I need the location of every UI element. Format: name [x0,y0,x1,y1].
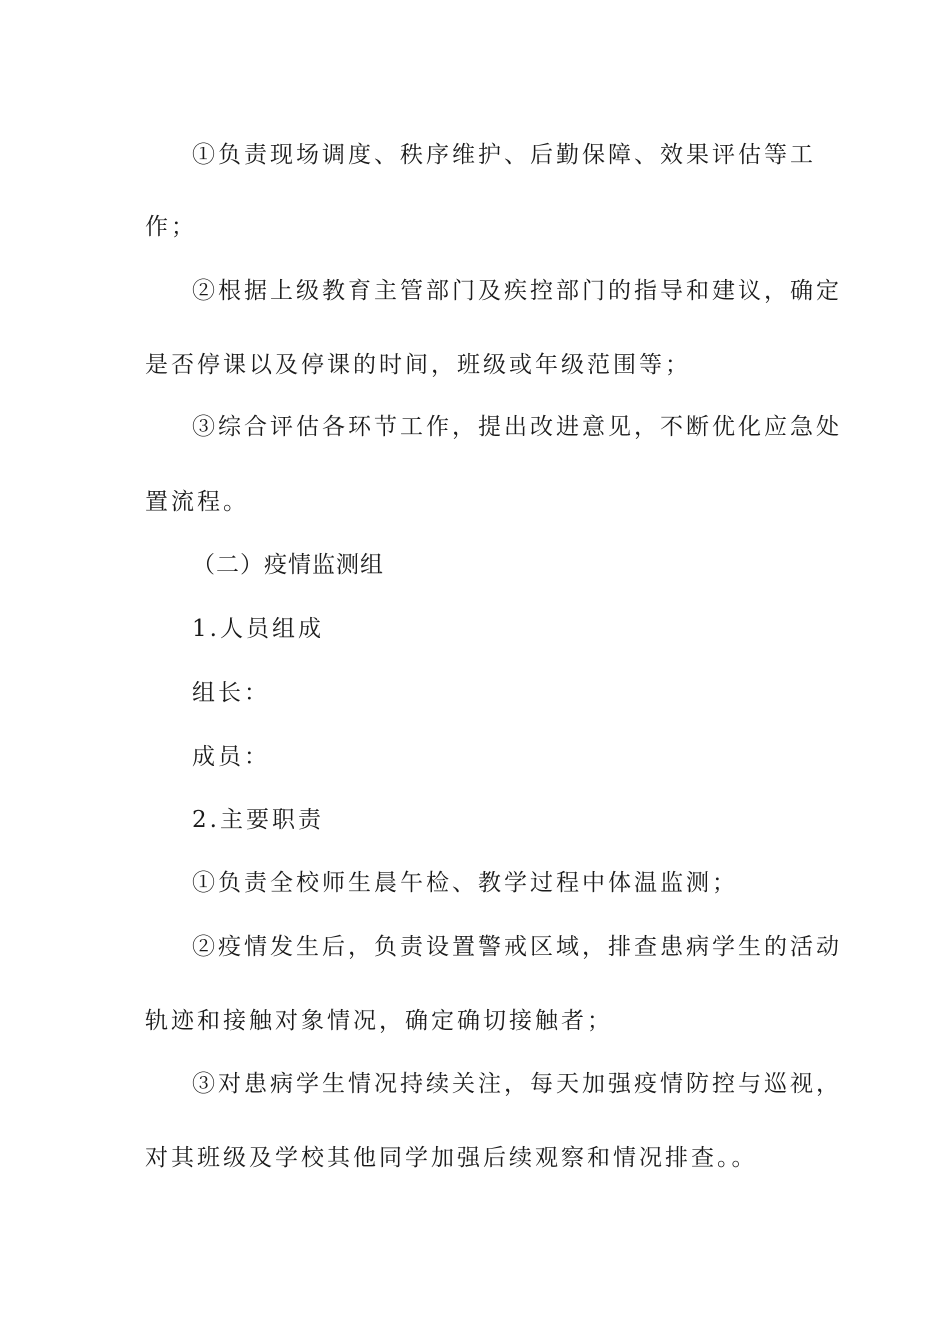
paragraph-line: ②疫情发生后，负责设置警戒区域，排查患病学生的活动 [192,934,842,960]
paragraph-line: 是否停课以及停课的时间，班级或年级范围等； [145,352,691,378]
section-heading: （二）疫情监测组 [192,552,384,578]
paragraph-line: 置流程。 [145,489,249,515]
paragraph-line: 轨迹和接触对象情况，确定确切接触者； [145,1008,613,1034]
paragraph-line: ①负责现场调度、秩序维护、后勤保障、效果评估等工 [192,142,816,168]
paragraph-line: ③对患病学生情况持续关注，每天加强疫情防控与巡视， [192,1071,842,1097]
paragraph-line: 对其班级及学校其他同学加强后续观察和情况排查。。 [145,1145,758,1171]
field-label-members: 成员： [192,744,270,770]
subsection-heading: 1.人员组成 [192,616,324,642]
paragraph-line: ①负责全校师生晨午检、教学过程中体温监测； [192,870,738,896]
field-label-leader: 组长： [192,680,270,706]
paragraph-line: 作； [145,214,197,240]
subsection-heading: 2.主要职责 [192,807,324,833]
paragraph-line: ②根据上级教育主管部门及疾控部门的指导和建议，确定 [192,278,842,304]
paragraph-line: ③综合评估各环节工作，提出改进意见，不断优化应急处 [192,414,842,440]
